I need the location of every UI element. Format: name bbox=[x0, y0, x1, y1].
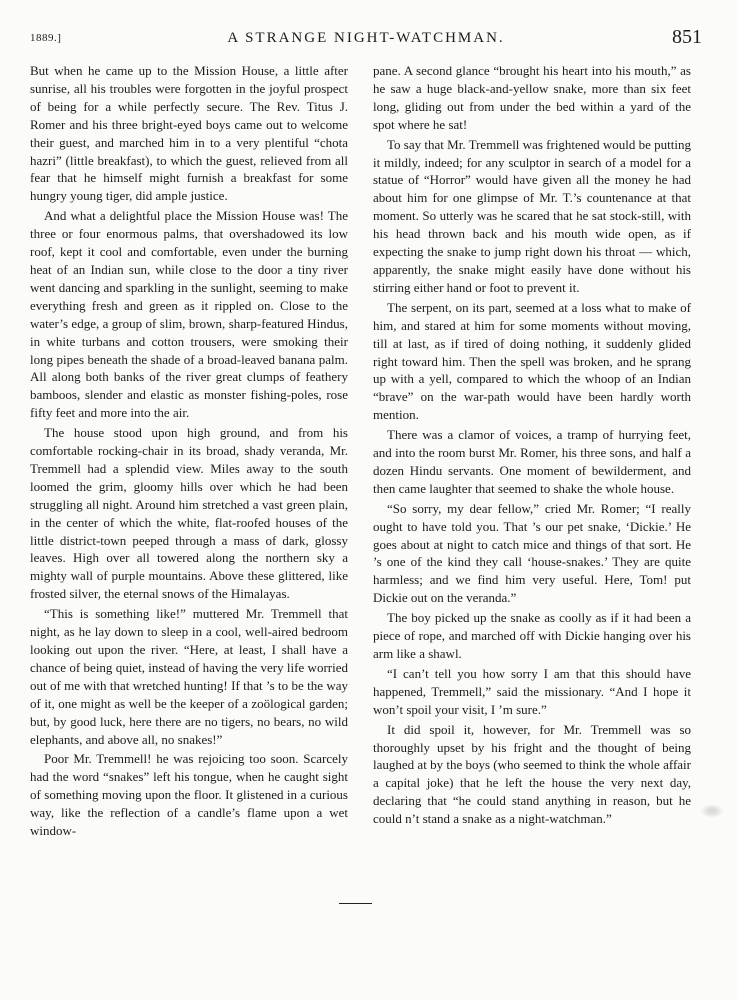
right-column bbox=[373, 62, 691, 830]
paragraph: And what a delightful place the Mission House was! The three or four enormous palms, that overshadowed its low roof, kept it cool and comfortable, even under the burning heat of an Indian sun, while close to the door a tiny river went dancing and sparkling in the sunlight, seeming to make everything fresh and green as it rippled on. Close to the water’s edge, a group of slim, brown, sharp-featured Hindus, in white turbans and cotton trousers, were smoking their long pipes beneath the shade of a broad-leaved banana palm. All along both banks of the river great clumps of feathery bamboos, slender and elastic as monster fishing-poles, rose fifty feet and more into the air. bbox=[30, 208, 348, 421]
header-year: 1889.] bbox=[30, 32, 62, 44]
header-title: A STRANGE NIGHT-WATCHMAN. bbox=[227, 30, 505, 46]
page-number: 851 bbox=[672, 26, 702, 48]
paragraph: It did spoil it, however, for Mr. Tremmell was so thoroughly upset by his fright and the thought of being laughed at by the boys (who seemed to think the whole affair a capital joke) that he left the house the very next day, declaring that “he could stand anything in reason, but he could n’t stand a snake as a night-watchman.” bbox=[373, 721, 691, 827]
paragraph: pane. A second glance “brought his heart into his mouth,” as he saw a huge black-and-yellow snake, more than six feet long, gliding out from under the bed within a yard of the spot where he sat! bbox=[373, 63, 691, 132]
ink-smudge bbox=[700, 804, 724, 818]
paragraph: To say that Mr. Tremmell was frightened would be putting it mildly, indeed; for any sculptor in search of a model for a statue of “Horror” would have given all the money he had about him for one glimpse of Mr. T.’s countenance at that moment. So utterly was he scared that he sat stock-still, with his head thrown back and his mouth wide open, as if expecting the snake to jump right down his throat — which, apparently, the snake might easily have done without his stirring either hand or foot to prevent it. bbox=[373, 136, 691, 295]
paragraph: “This is something like!” muttered Mr. Tremmell that night, as he lay down to sleep in a cool, well-aired bedroom looking out upon the river. “Here, at least, I shall have a chance of being quiet, instead of having the very life worried out of me with that wretched hunting! If that ’s to be the way of it, one might as well be the keeper of a zoölogical garden; but, by good luck, here there are no tigers, no bears, no wild elephants, and above all, no snakes!” bbox=[30, 606, 348, 747]
running-header bbox=[30, 26, 702, 52]
paragraph: Poor Mr. Tremmell! he was rejoicing too soon. Scarcely had the word “snakes” left his tongue, when he caught sight of something moving upon the floor. It glistened in a curious way, like the reflection of a candle’s flame upon a wet window- bbox=[30, 751, 348, 839]
margin-mark bbox=[30, 860, 42, 878]
paragraph: The house stood upon high ground, and from his comfortable rocking-chair in its broad, shady veranda, Mr. Tremmell had a splendid view. Miles away to the south loomed the grim, gloomy hills over which he had been struggling all night. Around him stretched a vast green plain, in the center of which the white, flat-roofed houses of the little district-town peeped through a mass of dark, glossy leaves. High over all towered along the northern sky a mighty wall of purple mountains. Above these glittered, like frosted silver, the eternal snows of the Himalayas. bbox=[30, 425, 348, 602]
paragraph: The serpent, on its part, seemed at a loss what to make of him, and stared at him for some moments without moving, till at last, as if tired of doing nothing, it suddenly glided right toward him. Then the spell was broken, and he sprang up with a yell, compared to which the whoop of an Indian “brave” on the war-path would have been hardly worth mention. bbox=[373, 299, 691, 423]
end-rule bbox=[339, 903, 372, 904]
paragraph: The boy picked up the snake as coolly as if it had been a piece of rope, and marched off with Dickie hanging over his arm like a shawl. bbox=[373, 610, 691, 661]
paragraph: But when he came up to the Mission House, a little after sunrise, all his troubles were forgotten in the joyful prospect of being for a while perfectly secure. The Rev. Titus J. Romer and his three bright-eyed boys came out to welcome their guest, and marched him in to a very plentiful “chota hazri” (little breakfast), to which the guest, relieved from all fear that he himself might furnish a breakfast for some hungry young tiger, did ample justice. bbox=[30, 63, 348, 204]
paragraph: There was a clamor of voices, a tramp of hurrying feet, and into the room burst Mr. Romer, his three sons, and half a dozen Hindu servants. One moment of bewilderment, and then came laughter that seemed to shake the whole house. bbox=[373, 427, 691, 496]
left-column bbox=[30, 62, 348, 842]
paragraph: “I can’t tell you how sorry I am that this should have happened, Tremmell,” said the missionary. “And I hope it won’t spoil your visit, I ’m sure.” bbox=[373, 665, 691, 717]
paragraph: “So sorry, my dear fellow,” cried Mr. Romer; “I really ought to have told you. That ’s our pet snake, ‘Dickie.’ He goes about at night to catch mice and things of that sort. He ’s one of the kind they call ‘house-snakes.’ They are quite harmless; and we find him very useful. Here, Tom! put Dickie out on the veranda.” bbox=[373, 500, 691, 606]
